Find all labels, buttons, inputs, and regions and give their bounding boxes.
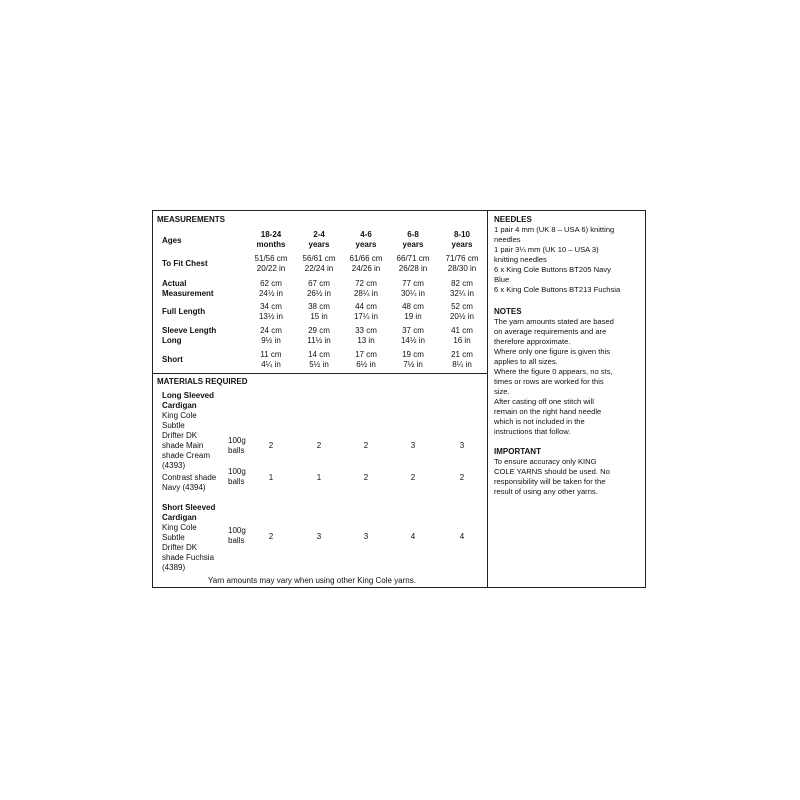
age-col-5: 8-10 years [451,230,473,249]
notes-line: Where the figure 0 appears, no sts, [494,367,613,376]
needles-line: 6 x King Cole Buttons BT205 Navy [494,265,611,274]
table-cell: 2 [459,473,465,482]
row-label-actual: Actual Measurement [162,279,214,298]
table-cell: 11 cm 4¼ in [260,350,282,369]
important-line: responsibility will be taken for the [494,477,606,486]
column-divider [487,210,488,588]
table-cell: 2 [363,441,369,450]
table-cell: 71/76 cm 28/30 in [445,254,479,273]
table-cell: 17 cm 6½ in [355,350,377,369]
table-cell: 19 cm 7½ in [402,350,424,369]
unit-label: 100g balls [228,526,246,545]
materials-heading: MATERIALS REQUIRED [157,377,248,386]
needles-line: 6 x King Cole Buttons BT213 Fuchsia [494,285,621,294]
important-heading: IMPORTANT [494,447,541,456]
table-cell: 41 cm 16 in [451,326,473,345]
table-cell: 14 cm 5½ in [308,350,330,369]
row-label-sleeve-long: Sleeve Length Long [162,326,217,345]
table-cell: 34 cm 13½ in [258,302,284,321]
needles-section [494,215,634,295]
yarn-footnote: Yarn amounts may vary when using other King Cole yarns. [208,576,416,585]
table-cell: 61/66 cm 24/26 in [349,254,383,273]
table-cell: 3 [363,532,369,541]
table-cell: 77 cm 30¼ in [400,279,426,298]
table-cell: 29 cm 11½ in [307,326,331,345]
table-cell: 2 [363,473,369,482]
table-cell: 2 [410,473,416,482]
age-col-1: 18-24 months [256,230,286,249]
notes-line: remain on the right hand needle [494,407,602,416]
table-cell: 51/56 cm 20/22 in [254,254,288,273]
short-main-yarn: King Cole Subtle Drifter DK shade Fuchsia (4389) [162,523,215,572]
table-cell: 2 [316,441,322,450]
table-cell: 52 cm 20½ in [449,302,475,321]
unit-label: 100g balls [228,436,246,455]
important-section [494,447,634,497]
notes-line: therefore approximate. [494,337,571,346]
table-cell: 44 cm 17¼ in [353,302,379,321]
measurements-heading: MEASUREMENTS [157,215,226,224]
table-cell: 4 [459,532,465,541]
table-cell: 2 [268,532,274,541]
unit-label: 100g balls [228,467,246,486]
needles-line: 1 pair 4 mm (UK 8 – USA 6) knitting [494,225,615,234]
table-cell: 56/61 cm 22/24 in [302,254,336,273]
notes-line: times or rows are worked for this [494,377,604,386]
table-cell: 33 cm 13 in [355,326,377,345]
ages-label: Ages [162,236,182,245]
age-col-3: 4-6 years [355,230,377,249]
needles-line: Blue [494,275,510,284]
table-cell: 4 [410,532,416,541]
long-sleeved-heading: Long Sleeved Cardigan [162,391,215,410]
notes-line: The yarn amounts stated are based [494,317,614,326]
table-cell: 48 cm 19 in [402,302,424,321]
short-sleeved-heading: Short Sleeved Cardigan [162,503,216,522]
needles-heading: NEEDLES [494,215,532,224]
table-cell: 2 [268,441,274,450]
table-cell: 72 cm 28¼ in [353,279,379,298]
table-cell: 82 cm 32¼ in [449,279,475,298]
notes-line: applies to all sizes. [494,357,558,366]
needles-line: needles [494,235,521,244]
table-cell: 1 [316,473,322,482]
table-cell: 38 cm 15 in [308,302,330,321]
section-divider [152,373,487,374]
important-line: To ensure accuracy only KING [494,457,597,466]
age-col-4: 6-8 years [402,230,424,249]
table-cell: 62 cm 24½ in [258,279,284,298]
notes-line: After casting off one stitch will [494,397,594,406]
table-cell: 3 [316,532,322,541]
important-line: result of using any other yarns. [494,487,598,496]
row-label-full-length: Full Length [162,307,206,316]
table-cell: 66/71 cm 26/28 in [396,254,430,273]
needles-line: knitting needles [494,255,547,264]
table-cell: 21 cm 8¼ in [451,350,473,369]
table-cell: 3 [410,441,416,450]
table-cell: 67 cm 26½ in [306,279,332,298]
notes-heading: NOTES [494,307,522,316]
table-cell: 24 cm 9½ in [260,326,282,345]
notes-line: size. [494,387,510,396]
important-line: COLE YARNS should be used. No [494,467,610,476]
age-col-2: 2-4 years [308,230,330,249]
notes-line: instructions that follow. [494,427,571,436]
table-cell: 3 [459,441,465,450]
table-cell: 1 [268,473,274,482]
needles-line: 1 pair 3¼ mm (UK 10 – USA 3) [494,245,599,254]
row-label-chest: To Fit Chest [162,259,208,268]
long-contrast-yarn: Contrast shade Navy (4394) [162,473,217,492]
table-cell: 37 cm 14½ in [400,326,426,345]
notes-line: Where only one figure is given this [494,347,611,356]
long-main-yarn: King Cole Subtle Drifter DK shade Main shade Cream (4393) [162,411,211,470]
notes-section [494,307,634,437]
notes-line: on average requirements and are [494,327,607,336]
notes-line: which is not included in the [494,417,585,426]
row-label-sleeve-short: Short [162,355,183,364]
